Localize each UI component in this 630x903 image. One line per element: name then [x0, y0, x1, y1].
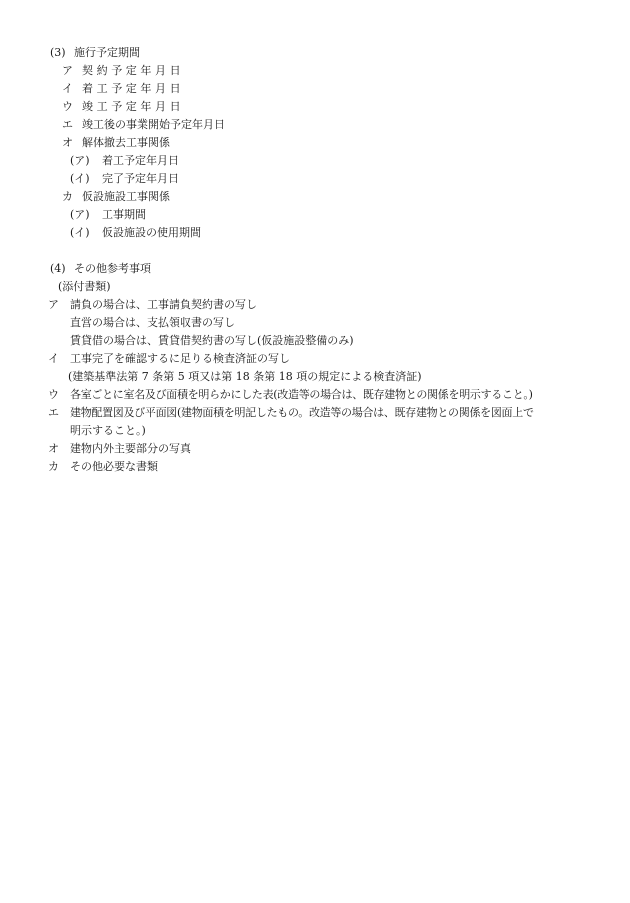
item-text: 建物内外主要部分の写真 — [70, 442, 191, 455]
item-text: 竣工予定年月日 — [82, 100, 185, 113]
item-marker: オ — [48, 442, 59, 455]
item-marker: カ — [48, 460, 59, 473]
item-text: その他必要な書類 — [70, 460, 158, 473]
item-marker: ウ — [62, 100, 73, 113]
sub-item-text: 仮設施設の使用期間 — [102, 226, 201, 239]
sub-item-text: 着工予定年月日 — [102, 154, 179, 167]
section-4-title: その他参考事項 — [74, 262, 151, 275]
item-marker: エ — [48, 406, 59, 419]
item-text: 工事完了を確認するに足りる検査済証の写し — [70, 352, 290, 365]
item-text: 仮設施設工事関係 — [82, 190, 170, 203]
item-marker: イ — [62, 82, 73, 95]
sub-item-text: 工事期間 — [102, 208, 146, 221]
item-marker: オ — [62, 136, 73, 149]
sub-item-marker: (イ) — [70, 226, 90, 239]
item-text: 請負の場合は、工事請負契約書の写し — [70, 298, 257, 311]
item-text: 各室ごとに室名及び面積を明らかにした表(改造等の場合は、既存建物との関係を明示すること。) — [70, 388, 533, 401]
sub-item-marker: (イ) — [70, 172, 90, 185]
item-text: 着工予定年月日 — [82, 82, 185, 95]
item-marker: ア — [62, 64, 73, 77]
sub-item-marker: (ア) — [70, 154, 90, 167]
item-marker: カ — [62, 190, 73, 203]
sub-item-text: 完了予定年月日 — [102, 172, 179, 185]
sub-item-marker: (ア) — [70, 208, 90, 221]
item-text: 解体撤去工事関係 — [82, 136, 170, 149]
item-marker: エ — [62, 118, 73, 131]
document-page: (3) 施行予定期間 ア 契約予定年月日 イ 着工予定年月日 ウ 竣工予定年月日 エ 竣工後の事業開始予定年月日 オ 解体撤去工事関係 (ア) 着工予定年月日 (イ) 完了予定年月日 カ 仮設施設工事関係 (ア) 工事期間 (イ) 仮設施設の使用期間 (4) その他参考事項 (添付書類) ア 請負の場合は、工事請負契約書の写し 直営の場合は、支払領収書の写し 賃貸借の場合は、賃貸借契約書の写し(仮設施設整備のみ) イ 工事完了を確認するに足りる検査済証の写し (建築基準法第 7 条第 5 項又は第 18 条第 18 項の規定による検査済証) ウ 各室ごとに室名及び面積を明らかにした表(改造等の場合は、既存建物との関係を明示すること。) エ 建物配置図及び平面図(建物面積を明記したもの。改造等の場合は、既存建物との関係を図面上で 明示すること。) オ 建物内外主要部分の写真 カ その他必要な書類 — [0, 0, 630, 903]
item-text: 契約予定年月日 — [82, 64, 185, 77]
item-text: 竣工後の事業開始予定年月日 — [82, 118, 225, 131]
item-marker: ア — [48, 298, 59, 311]
item-marker: ウ — [48, 388, 59, 401]
item-text: 建物配置図及び平面図(建物面積を明記したもの。改造等の場合は、既存建物との関係を図面上で — [70, 406, 534, 419]
item-marker: イ — [48, 352, 59, 365]
section-3-marker: (3) — [50, 46, 66, 59]
section-3-title: 施行予定期間 — [74, 46, 140, 59]
section-4-marker: (4) — [50, 262, 66, 275]
